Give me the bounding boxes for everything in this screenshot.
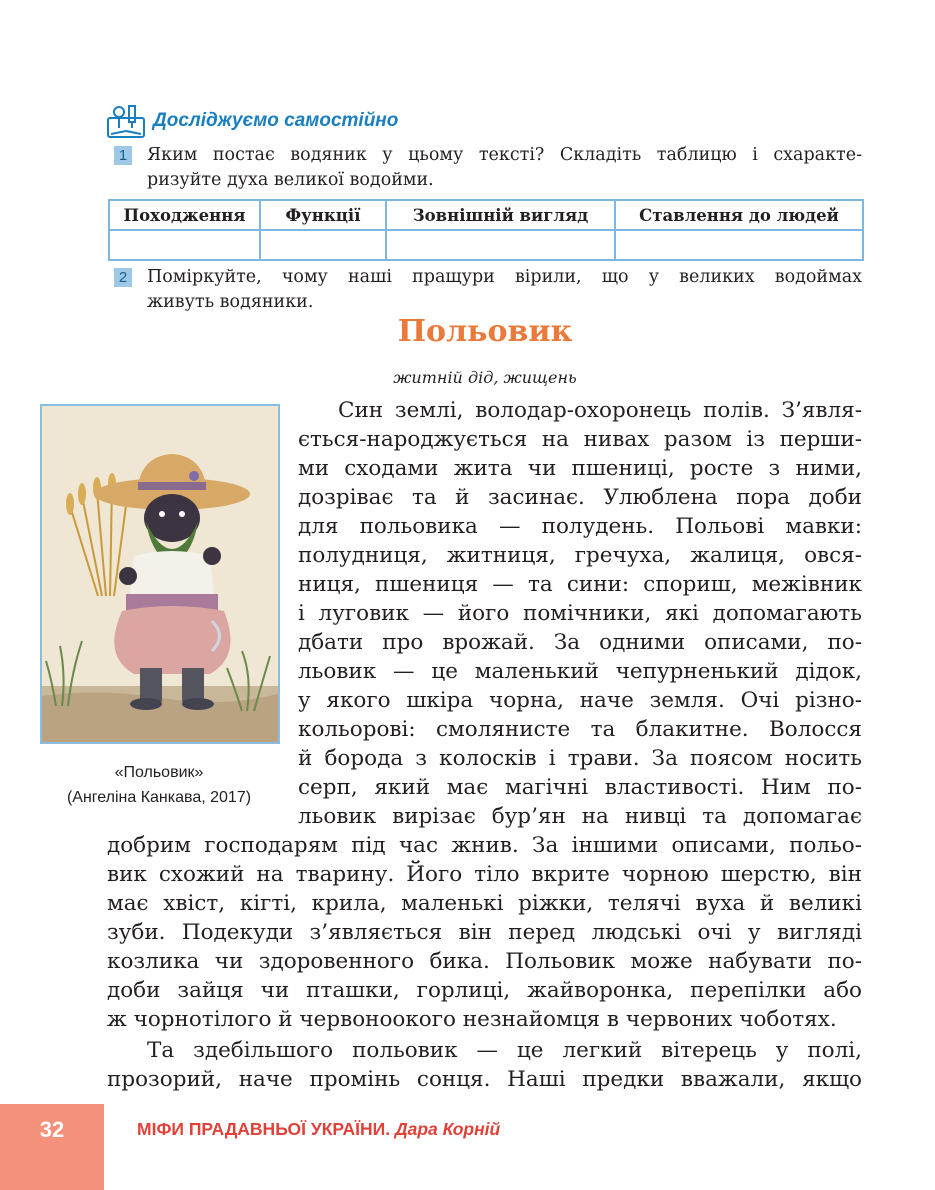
text-line: вик схожий на тварину. Його тіло вкрите чорною шерстю, він [107,862,862,887]
task-number: 1 [114,146,132,165]
task-line: ризуйте духа великої водойми. [147,170,434,190]
text-line: у якого шкіра чорна, наче земля. Очі різно- [298,688,862,713]
book-title: МІФИ ПРАДАВНЬОЇ УКРАЇНИ. [137,1119,391,1139]
text-line: льовик вирізає бур’ян на нивці та допомагає [298,804,862,829]
research-icon [107,104,145,138]
task-line: Поміркуйте, чому наші пращури вірили, що у великих водоймах [147,267,862,287]
polovyk-illustration [40,404,280,744]
text-line: ється-народжується на нивах разом із перши- [298,427,862,452]
text-line: льовик — це маленький чепурненький дідок, [298,659,862,684]
table-cell[interactable] [260,230,386,260]
task-line: живуть водяники. [147,292,314,312]
table-cell[interactable] [386,230,615,260]
table-header-cell: Ставлення до людей [615,200,863,230]
text-line: добрим господарям під час жнив. За іншими описами, польо- [107,833,862,858]
task-text [147,265,862,315]
text-line: ниця, пшениця — та сини: спориш, межівник [298,572,862,597]
text-line: й борода з колосків і трави. За поясом носить [298,746,862,771]
section-title: Досліджуємо самостійно [153,110,399,131]
text-line: і луговик — його помічники, які допомагають [298,601,862,626]
table-header-row [109,200,863,230]
table-header-cell: Зовнішній вигляд [386,200,615,230]
text-line: дозріває та й засинає. Улюблена пора доби [298,485,862,510]
page-number: 32 [39,1117,65,1142]
text-line: для польовика — полудень. Польові мавки: [298,514,862,539]
text-line: прозорий, наче промінь сонця. Наші предки вважали, якщо [107,1067,862,1092]
text-line: ми сходами жита чи пшениці, росте з ними, [298,456,862,481]
task-text [147,143,862,193]
text-line: доби зайця чи пташки, горлиці, жайворонка, перепілки або [107,978,862,1003]
article-text-wrapped [298,396,862,831]
text-line: козлика чи здоровенного бика. Польовик може набувати по- [107,949,862,974]
article-title: Польовик [397,314,573,349]
table-header-cell: Функції [260,200,386,230]
article-text-continued [107,1036,862,1094]
article-text-full [107,831,862,1034]
illustration-caption [40,760,278,810]
task-number: 2 [114,268,132,287]
article-subtitle: житній дід, жищень [393,368,577,387]
task-2 [114,265,862,315]
footer-book-title [137,1119,500,1140]
text-line: Син землі, володар-охоронець полів. З’явля- [338,398,862,423]
task-line: Яким постає водяник у цьому тексті? Складіть таблицю і схаракте- [147,145,862,165]
text-line: Та здебільшого польовик — це легкий вітерець у полі, [147,1038,862,1063]
text-line: кольорові: смолянисте та блакитне. Волосся [298,717,862,742]
table-header-cell: Походження [109,200,260,230]
text-line: має хвіст, кігті, крила, маленькі ріжки, телячі вуха й великі [107,891,862,916]
task-1 [114,143,862,193]
text-line: ж чорнотілого й червоноокого незнайомця в червоних чоботях. [107,1007,837,1032]
text-line: зуби. Подекуди з’являється він перед людські очі у вигляді [107,920,862,945]
section-header [107,104,398,138]
text-line: серп, який має магічні властивості. Ним по- [298,775,862,800]
table-cell[interactable] [109,230,260,260]
caption-title: «Польовик» [114,764,204,781]
text-line: дбати про врожай. За одними описами, по- [298,630,862,655]
table-cell[interactable] [615,230,863,260]
text-line: полудниця, житниця, гречуха, жалиця, овся- [298,543,862,568]
book-author: Дара Корній [394,1119,501,1139]
caption-credit: (Ангеліна Канкава, 2017) [66,789,252,806]
research-table [108,199,864,261]
table-row [109,230,863,260]
